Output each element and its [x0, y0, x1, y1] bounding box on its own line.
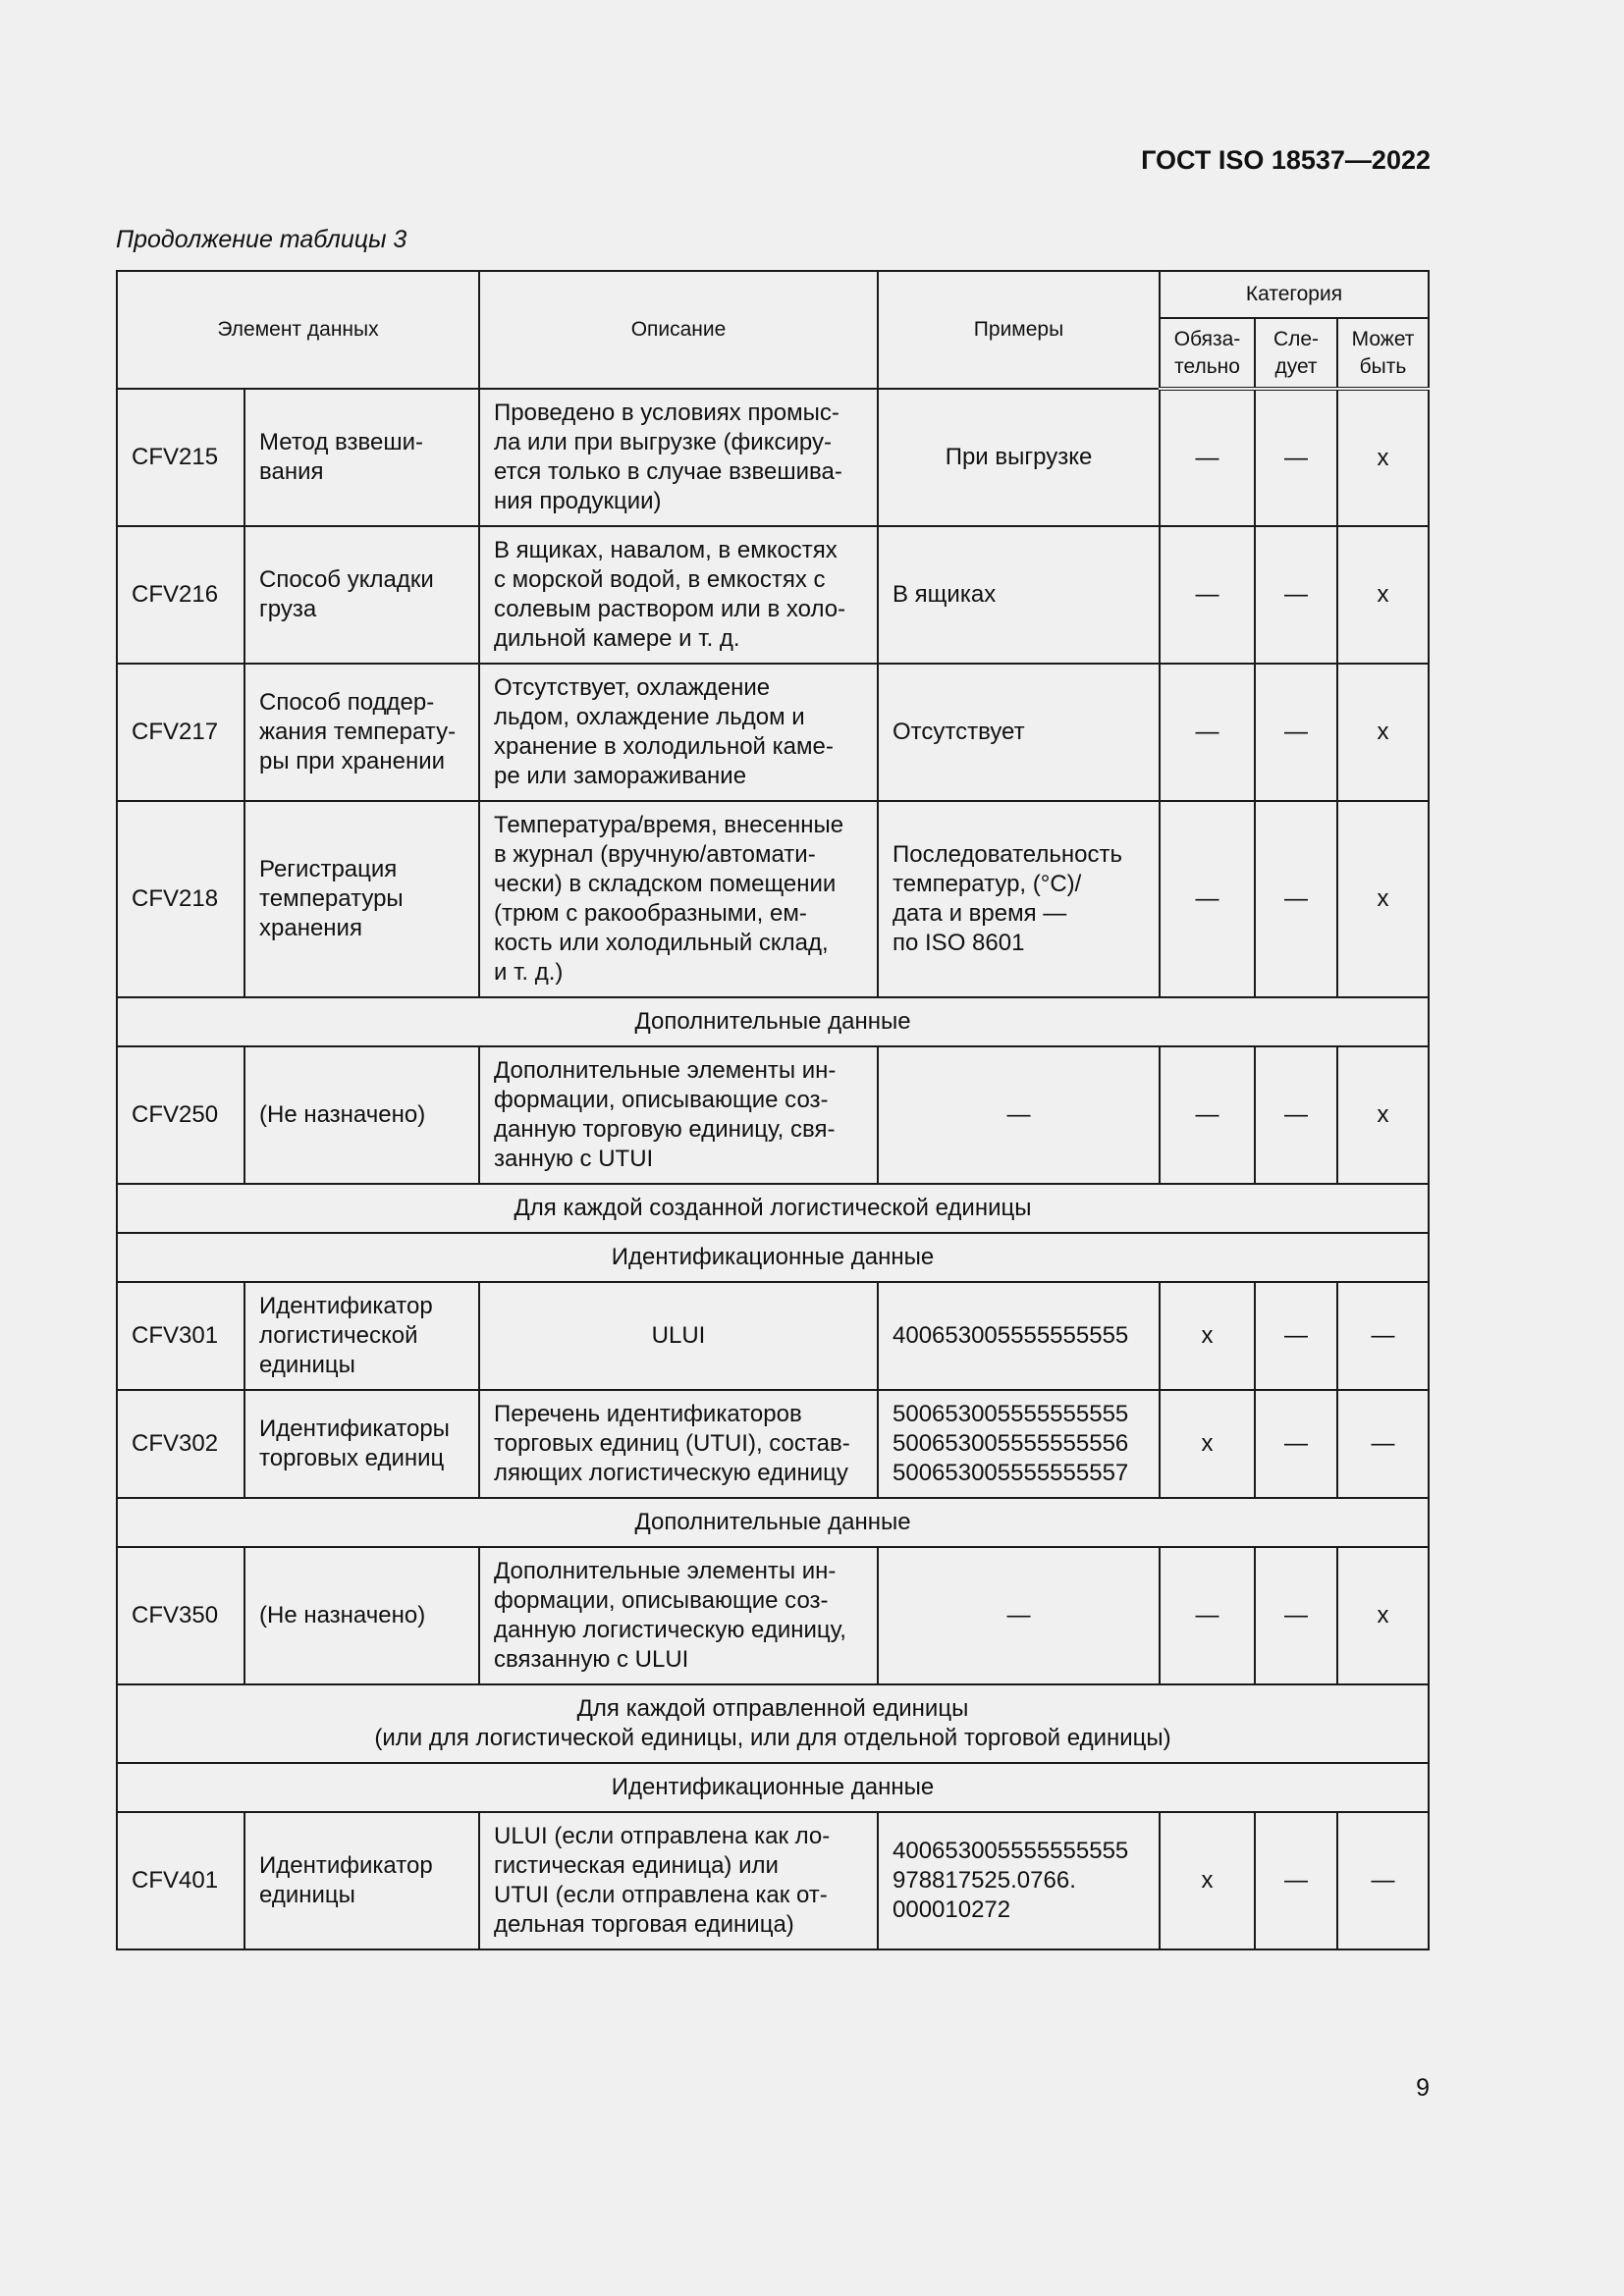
row-code: CFV215	[117, 389, 244, 526]
row-name: (Не назначено)	[244, 1547, 479, 1684]
row-may: —	[1337, 1812, 1429, 1949]
row-description: Дополнительные элементы ин- формации, описывающие соз- данную логистическую единицу, связанную с ULUI	[479, 1547, 878, 1684]
row-name: Способ укладки груза	[244, 526, 479, 664]
row-example: 400653005555555555	[878, 1282, 1160, 1390]
section-row	[117, 1763, 1429, 1812]
row-description: Дополнительные элементы ин- формации, описывающие соз- данную торговую единицу, свя- занную с UTUI	[479, 1046, 878, 1184]
row-name: (Не назначено)	[244, 1046, 479, 1184]
header-examples: Примеры	[878, 271, 1160, 389]
row-should: —	[1255, 1812, 1337, 1949]
row-name: Регистрация температуры хранения	[244, 801, 479, 997]
row-description: Температура/время, внесенные в журнал (вручную/автомати- чески) в складском помещении (трюм с ракообразными, ем- кость или холодильный склад, и т. д.)	[479, 801, 878, 997]
row-may: x	[1337, 526, 1429, 664]
row-description: Проведено в условиях промыс- ла или при выгрузке (фиксиру- ется только в случае взвешива- ния продукции)	[479, 389, 878, 526]
table-header	[117, 271, 1429, 389]
table-row	[117, 664, 1429, 801]
row-mandatory: —	[1160, 801, 1255, 997]
table-row	[117, 526, 1429, 664]
row-code: CFV401	[117, 1812, 244, 1949]
row-should: —	[1255, 664, 1337, 801]
row-may: x	[1337, 801, 1429, 997]
row-name: Идентификаторы торговых единиц	[244, 1390, 479, 1498]
table-row	[117, 1547, 1429, 1684]
row-name: Идентификатор логистической единицы	[244, 1282, 479, 1390]
row-example: Отсутствует	[878, 664, 1160, 801]
row-example: 400653005555555555 978817525.0766. 000010272	[878, 1812, 1160, 1949]
row-name: Идентификатор единицы	[244, 1812, 479, 1949]
table-row	[117, 1812, 1429, 1949]
header-mandatory: Обяза- тельно	[1160, 318, 1255, 389]
section-logistic-unit: Для каждой созданной логистической единицы	[117, 1184, 1429, 1233]
row-should: —	[1255, 1390, 1337, 1498]
row-mandatory: —	[1160, 389, 1255, 526]
table-row	[117, 1282, 1429, 1390]
row-code: CFV302	[117, 1390, 244, 1498]
table-row	[117, 801, 1429, 997]
row-code: CFV217	[117, 664, 244, 801]
row-may: x	[1337, 1547, 1429, 1684]
header-may: Может быть	[1337, 318, 1429, 389]
row-example: 500653005555555555 500653005555555556 500653005555555557	[878, 1390, 1160, 1498]
section-row	[117, 1184, 1429, 1233]
row-example: При выгрузке	[878, 389, 1160, 526]
row-description: Перечень идентификаторов торговых единиц (UTUI), состав- ляющих логистическую единицу	[479, 1390, 878, 1498]
header-category: Категория	[1160, 271, 1429, 318]
row-example: Последовательность температур, (°С)/ дата и время — по ISO 8601	[878, 801, 1160, 997]
section-row	[117, 1498, 1429, 1547]
row-example: —	[878, 1547, 1160, 1684]
row-mandatory: —	[1160, 1547, 1255, 1684]
row-code: CFV216	[117, 526, 244, 664]
row-may: x	[1337, 389, 1429, 526]
data-elements-table	[116, 270, 1430, 1950]
section-row	[117, 997, 1429, 1046]
row-should: —	[1255, 1547, 1337, 1684]
section-identification-data: Идентификационные данные	[117, 1233, 1429, 1282]
row-code: CFV301	[117, 1282, 244, 1390]
row-description: ULUI	[479, 1282, 878, 1390]
table-row	[117, 1046, 1429, 1184]
row-mandatory: x	[1160, 1282, 1255, 1390]
row-may: x	[1337, 664, 1429, 801]
row-should: —	[1255, 389, 1337, 526]
row-should: —	[1255, 526, 1337, 664]
row-description: Отсутствует, охлаждение льдом, охлаждение льдом и хранение в холодильной каме- ре или замораживание	[479, 664, 878, 801]
row-should: —	[1255, 1282, 1337, 1390]
row-mandatory: —	[1160, 1046, 1255, 1184]
section-identification-data: Идентификационные данные	[117, 1763, 1429, 1812]
table-caption: Продолжение таблицы 3	[116, 226, 407, 253]
row-name: Способ поддер- жания температу- ры при хранении	[244, 664, 479, 801]
header-should: Сле- дует	[1255, 318, 1337, 389]
table-row	[117, 1390, 1429, 1498]
section-additional-data: Дополнительные данные	[117, 1498, 1429, 1547]
section-shipped-unit: Для каждой отправленной единицы (или для логистической единицы, или для отдельной торговой единицы)	[117, 1684, 1429, 1763]
row-name: Метод взвеши- вания	[244, 389, 479, 526]
row-may: x	[1337, 1046, 1429, 1184]
document-code: ГОСТ ISO 18537—2022	[1141, 145, 1431, 175]
row-may: —	[1337, 1282, 1429, 1390]
row-description: ULUI (если отправлена как ло- гистическая единица) или UTUI (если отправлена как от- дельная торговая единица)	[479, 1812, 878, 1949]
row-should: —	[1255, 1046, 1337, 1184]
section-row	[117, 1233, 1429, 1282]
row-should: —	[1255, 801, 1337, 997]
row-mandatory: —	[1160, 664, 1255, 801]
row-code: CFV250	[117, 1046, 244, 1184]
row-description: В ящиках, навалом, в емкостях с морской водой, в емкостях с солевым раствором или в холо- дильной камере и т. д.	[479, 526, 878, 664]
row-mandatory: —	[1160, 526, 1255, 664]
row-code: CFV218	[117, 801, 244, 997]
section-row	[117, 1684, 1429, 1763]
row-mandatory: x	[1160, 1390, 1255, 1498]
table-row	[117, 389, 1429, 526]
row-example: —	[878, 1046, 1160, 1184]
section-additional-data: Дополнительные данные	[117, 997, 1429, 1046]
row-code: CFV350	[117, 1547, 244, 1684]
row-example: В ящиках	[878, 526, 1160, 664]
header-element: Элемент данных	[117, 271, 479, 389]
page-number: 9	[1416, 2074, 1430, 2102]
row-may: —	[1337, 1390, 1429, 1498]
header-description: Описание	[479, 271, 878, 389]
row-mandatory: x	[1160, 1812, 1255, 1949]
